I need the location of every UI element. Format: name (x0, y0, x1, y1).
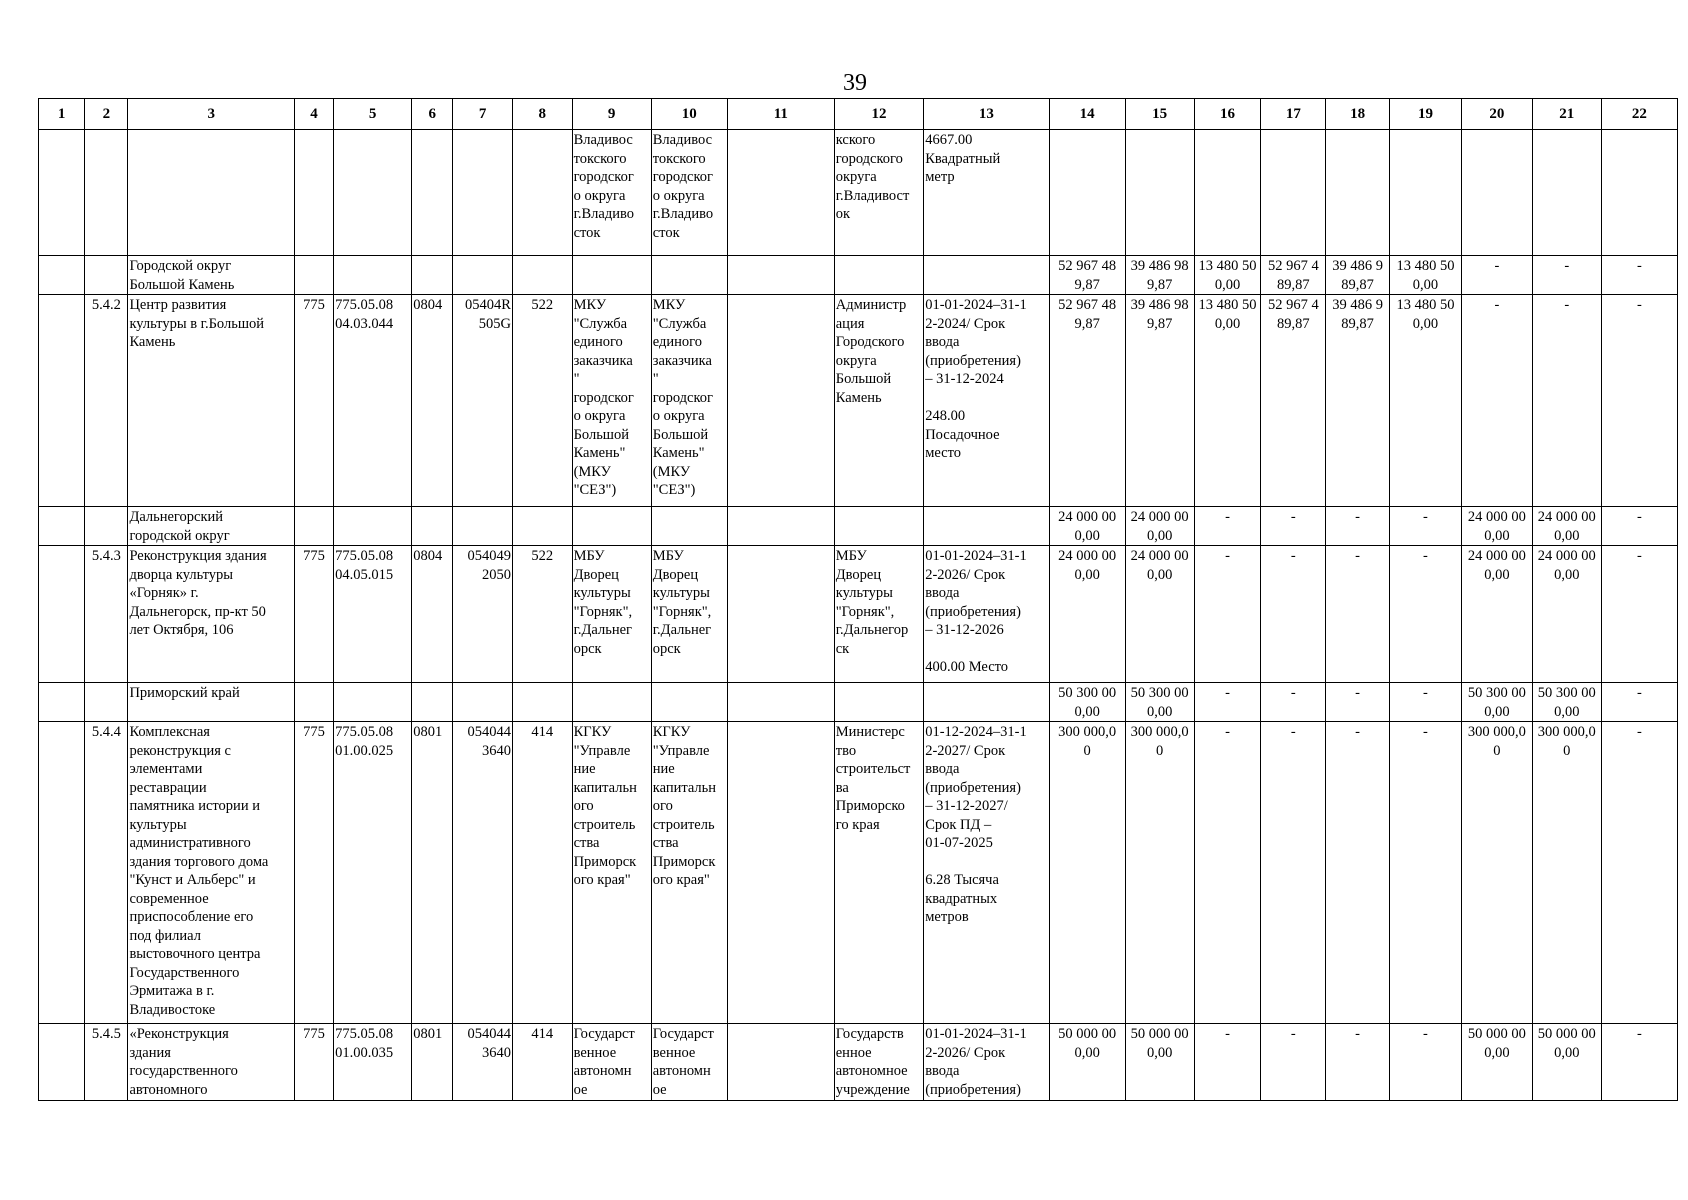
table-cell: МБУ Дворец культуры "Горняк", г.Дальнег орск (572, 546, 651, 683)
table-cell (834, 256, 923, 295)
table-cell: 01-01-2024–31-1 2-2026/ Срок ввода (приобретения) – 31-12-2026 400.00 Место (924, 546, 1049, 683)
table-cell (295, 256, 334, 295)
amount-cell (1532, 130, 1601, 256)
amount-cell: 24 000 00 0,00 (1049, 546, 1125, 683)
table-cell (651, 683, 727, 722)
table-cell (39, 683, 85, 722)
amount-cell: 24 000 00 0,00 (1461, 546, 1532, 683)
amount-cell (1194, 130, 1261, 256)
table-cell: кского городского округа г.Владивост ок (834, 130, 923, 256)
table-row (39, 130, 1678, 256)
table-cell (334, 130, 412, 256)
item-number: 5.4.3 (85, 546, 128, 683)
table-cell: Государств енное автономное учреждение (834, 1024, 923, 1101)
table-cell (651, 507, 727, 546)
table-cell: 4667.00 Квадратный метр (924, 130, 1049, 256)
table-cell (39, 1024, 85, 1101)
table-cell (412, 507, 453, 546)
amount-cell: 300 000,0 0 (1461, 722, 1532, 1024)
column-number-header-row (39, 99, 1678, 130)
table-cell: Министерс тво строительст ва Приморско го края (834, 722, 923, 1024)
amount-cell: - (1601, 256, 1677, 295)
column-header: 16 (1194, 99, 1261, 130)
table-cell: 0804 (412, 295, 453, 507)
table-cell: 414 (512, 722, 572, 1024)
table-cell (924, 683, 1049, 722)
column-header: 8 (512, 99, 572, 130)
table-cell: 054044 3640 (453, 1024, 513, 1101)
table-cell (572, 256, 651, 295)
amount-cell: 39 486 98 9,87 (1125, 256, 1194, 295)
amount-cell: 50 300 00 0,00 (1049, 683, 1125, 722)
column-header: 22 (1601, 99, 1677, 130)
item-number: 5.4.4 (85, 722, 128, 1024)
column-header: 17 (1261, 99, 1326, 130)
table-cell (727, 1024, 834, 1101)
table-cell (727, 130, 834, 256)
table-cell (412, 256, 453, 295)
table-cell: 775.05.08 01.00.025 (334, 722, 412, 1024)
amount-cell: - (1532, 256, 1601, 295)
table-cell (334, 507, 412, 546)
table-cell: Владивос токского городског о округа г.Владиво сток (572, 130, 651, 256)
column-header: 10 (651, 99, 727, 130)
column-header: 14 (1049, 99, 1125, 130)
amount-cell: - (1532, 295, 1601, 507)
amount-cell: 300 000,0 0 (1125, 722, 1194, 1024)
amount-cell: 50 300 00 0,00 (1125, 683, 1194, 722)
table-cell (412, 683, 453, 722)
amount-cell: - (1261, 1024, 1326, 1101)
table-cell (39, 507, 85, 546)
amount-cell (1125, 130, 1194, 256)
object-name: Комплексная реконструкция с элементами реставрации памятника истории и культуры административного здания торгового дома "Кунст и Альберс" и современное приспособление его под филиал выстовочного центра Государственного Эрмитажа в г. Владивостоке (128, 722, 295, 1024)
table-cell: МКУ "Служба единого заказчика " городског о округа Большой Камень" (МКУ "СЕЗ") (572, 295, 651, 507)
amount-cell: 24 000 00 0,00 (1125, 507, 1194, 546)
table-cell: 01-01-2024–31-1 2-2024/ Срок ввода (приобретения) – 31-12-2024 248.00 Посадочное место (924, 295, 1049, 507)
amount-cell: 52 967 4 89,87 (1261, 295, 1326, 507)
amount-cell: - (1194, 1024, 1261, 1101)
amount-cell: - (1261, 507, 1326, 546)
amount-cell: - (1326, 683, 1390, 722)
table-cell (334, 683, 412, 722)
amount-cell: - (1261, 722, 1326, 1024)
table-cell: 522 (512, 546, 572, 683)
amount-cell: 300 000,0 0 (1049, 722, 1125, 1024)
object-name: Дальнегорский городской округ (128, 507, 295, 546)
amount-cell: 50 000 00 0,00 (1461, 1024, 1532, 1101)
amount-cell: 39 486 98 9,87 (1125, 295, 1194, 507)
column-header: 15 (1125, 99, 1194, 130)
amount-cell: - (1194, 683, 1261, 722)
amount-cell: 52 967 4 89,87 (1261, 256, 1326, 295)
column-header: 13 (924, 99, 1049, 130)
table-cell (295, 683, 334, 722)
table-cell (572, 507, 651, 546)
amount-cell: 50 300 00 0,00 (1532, 683, 1601, 722)
item-number (85, 256, 128, 295)
table-row (39, 507, 1678, 546)
table-cell (295, 507, 334, 546)
table-cell (727, 256, 834, 295)
table-cell (39, 722, 85, 1024)
amount-cell (1601, 130, 1677, 256)
table-cell: 0804 (412, 546, 453, 683)
table-cell (727, 295, 834, 507)
table-cell (512, 256, 572, 295)
amount-cell: 13 480 50 0,00 (1194, 295, 1261, 507)
table-cell (453, 256, 513, 295)
amount-cell: 39 486 9 89,87 (1326, 295, 1390, 507)
table-cell: Государст венное автономн ое (572, 1024, 651, 1101)
table-cell: Владивос токского городског о округа г.Владиво сток (651, 130, 727, 256)
amount-cell: - (1601, 295, 1677, 507)
column-header: 5 (334, 99, 412, 130)
amount-cell: 13 480 50 0,00 (1389, 295, 1461, 507)
amount-cell: - (1326, 507, 1390, 546)
table-cell (512, 683, 572, 722)
table-cell: 0801 (412, 722, 453, 1024)
amount-cell: - (1389, 507, 1461, 546)
amount-cell: 24 000 00 0,00 (1049, 507, 1125, 546)
item-number (85, 683, 128, 722)
amount-cell: - (1601, 722, 1677, 1024)
amount-cell: - (1389, 683, 1461, 722)
amount-cell: 39 486 9 89,87 (1326, 256, 1390, 295)
amount-cell: - (1601, 546, 1677, 683)
table-cell: 775 (295, 1024, 334, 1101)
table-cell (512, 130, 572, 256)
table-cell (39, 130, 85, 256)
column-header: 4 (295, 99, 334, 130)
table-cell: 0801 (412, 1024, 453, 1101)
table-cell: 01-12-2024–31-1 2-2027/ Срок ввода (приобретения) – 31-12-2027/ Срок ПД – 01-07-2025 6.28 Тысяча квадратных метров (924, 722, 1049, 1024)
table-cell: 775.05.08 04.03.044 (334, 295, 412, 507)
table-row (39, 546, 1678, 683)
table-cell: 054049 2050 (453, 546, 513, 683)
column-header: 7 (453, 99, 513, 130)
table-cell: 054044 3640 (453, 722, 513, 1024)
amount-cell (1326, 130, 1390, 256)
budget-table (38, 98, 1678, 1101)
table-cell (295, 130, 334, 256)
table-cell: КГКУ "Управле ние капитальн ого строитель ства Приморск ого края" (572, 722, 651, 1024)
table-cell (39, 546, 85, 683)
table-cell (651, 256, 727, 295)
amount-cell: 50 300 00 0,00 (1461, 683, 1532, 722)
amount-cell: 50 000 00 0,00 (1125, 1024, 1194, 1101)
column-header: 9 (572, 99, 651, 130)
table-cell: Государст венное автономн ое (651, 1024, 727, 1101)
amount-cell: - (1601, 1024, 1677, 1101)
table-cell (834, 507, 923, 546)
object-name (128, 130, 295, 256)
item-number (85, 130, 128, 256)
table-cell (727, 507, 834, 546)
column-header: 11 (727, 99, 834, 130)
amount-cell: 50 000 00 0,00 (1532, 1024, 1601, 1101)
amount-cell: 300 000,0 0 (1532, 722, 1601, 1024)
table-cell: 775.05.08 04.05.015 (334, 546, 412, 683)
table-cell: 05404R 505G (453, 295, 513, 507)
amount-cell (1261, 130, 1326, 256)
table-row (39, 295, 1678, 507)
amount-cell: 24 000 00 0,00 (1125, 546, 1194, 683)
column-header: 19 (1389, 99, 1461, 130)
table-row (39, 683, 1678, 722)
amount-cell: - (1601, 507, 1677, 546)
table-cell: Администр ация Городского округа Большой Камень (834, 295, 923, 507)
amount-cell: 52 967 48 9,87 (1049, 295, 1125, 507)
table-cell (834, 683, 923, 722)
table-cell (453, 507, 513, 546)
amount-cell: 24 000 00 0,00 (1532, 507, 1601, 546)
amount-cell: 50 000 00 0,00 (1049, 1024, 1125, 1101)
page-number: 39 (843, 70, 867, 96)
table-cell: 01-01-2024–31-1 2-2026/ Срок ввода (приобретения) (924, 1024, 1049, 1101)
object-name: Приморский край (128, 683, 295, 722)
table-cell (453, 130, 513, 256)
table-cell: 775 (295, 546, 334, 683)
table-cell (924, 256, 1049, 295)
table-cell (412, 130, 453, 256)
table-cell (924, 507, 1049, 546)
object-name: Городской округ Большой Камень (128, 256, 295, 295)
item-number: 5.4.5 (85, 1024, 128, 1101)
amount-cell: - (1389, 546, 1461, 683)
table-cell (512, 507, 572, 546)
column-header: 12 (834, 99, 923, 130)
column-header: 3 (128, 99, 295, 130)
amount-cell: - (1389, 1024, 1461, 1101)
item-number (85, 507, 128, 546)
table-cell (572, 683, 651, 722)
amount-cell: - (1326, 722, 1390, 1024)
column-header: 21 (1532, 99, 1601, 130)
table-cell: МКУ "Служба единого заказчика " городског о округа Большой Камень" (МКУ "СЕЗ") (651, 295, 727, 507)
column-header: 2 (85, 99, 128, 130)
table-cell (453, 683, 513, 722)
table-cell (334, 256, 412, 295)
table-row (39, 1024, 1678, 1101)
table-row (39, 722, 1678, 1024)
table-cell (727, 722, 834, 1024)
table-cell (727, 683, 834, 722)
object-name: Центр развития культуры в г.Большой Камень (128, 295, 295, 507)
amount-cell: 13 480 50 0,00 (1194, 256, 1261, 295)
item-number: 5.4.2 (85, 295, 128, 507)
table-cell (39, 256, 85, 295)
table-cell: 414 (512, 1024, 572, 1101)
amount-cell: - (1326, 1024, 1390, 1101)
amount-cell: - (1389, 722, 1461, 1024)
table-cell (39, 295, 85, 507)
amount-cell (1049, 130, 1125, 256)
amount-cell (1461, 130, 1532, 256)
amount-cell (1389, 130, 1461, 256)
amount-cell: 52 967 48 9,87 (1049, 256, 1125, 295)
amount-cell: - (1601, 683, 1677, 722)
table-cell: МБУ Дворец культуры "Горняк", г.Дальнег орск (651, 546, 727, 683)
amount-cell: - (1261, 683, 1326, 722)
table-cell: 775 (295, 295, 334, 507)
column-header: 20 (1461, 99, 1532, 130)
column-header: 18 (1326, 99, 1390, 130)
amount-cell: 24 000 00 0,00 (1461, 507, 1532, 546)
amount-cell: - (1194, 507, 1261, 546)
amount-cell: - (1461, 295, 1532, 507)
table-cell: МБУ Дворец культуры "Горняк", г.Дальнегор ск (834, 546, 923, 683)
amount-cell: - (1194, 722, 1261, 1024)
amount-cell: - (1194, 546, 1261, 683)
table-row (39, 256, 1678, 295)
amount-cell: 24 000 00 0,00 (1532, 546, 1601, 683)
table-cell (727, 546, 834, 683)
amount-cell: - (1461, 256, 1532, 295)
table-cell: 522 (512, 295, 572, 507)
column-header: 6 (412, 99, 453, 130)
table-cell: 775 (295, 722, 334, 1024)
amount-cell: - (1326, 546, 1390, 683)
table-cell: КГКУ "Управле ние капитальн ого строитель ства Приморск ого края" (651, 722, 727, 1024)
amount-cell: - (1261, 546, 1326, 683)
table-cell: 775.05.08 01.00.035 (334, 1024, 412, 1101)
object-name: Реконструкция здания дворца культуры «Горняк» г. Дальнегорск, пр-кт 50 лет Октября, 106 (128, 546, 295, 683)
object-name: «Реконструкция здания государственного автономного (128, 1024, 295, 1101)
column-header: 1 (39, 99, 85, 130)
amount-cell: 13 480 50 0,00 (1389, 256, 1461, 295)
